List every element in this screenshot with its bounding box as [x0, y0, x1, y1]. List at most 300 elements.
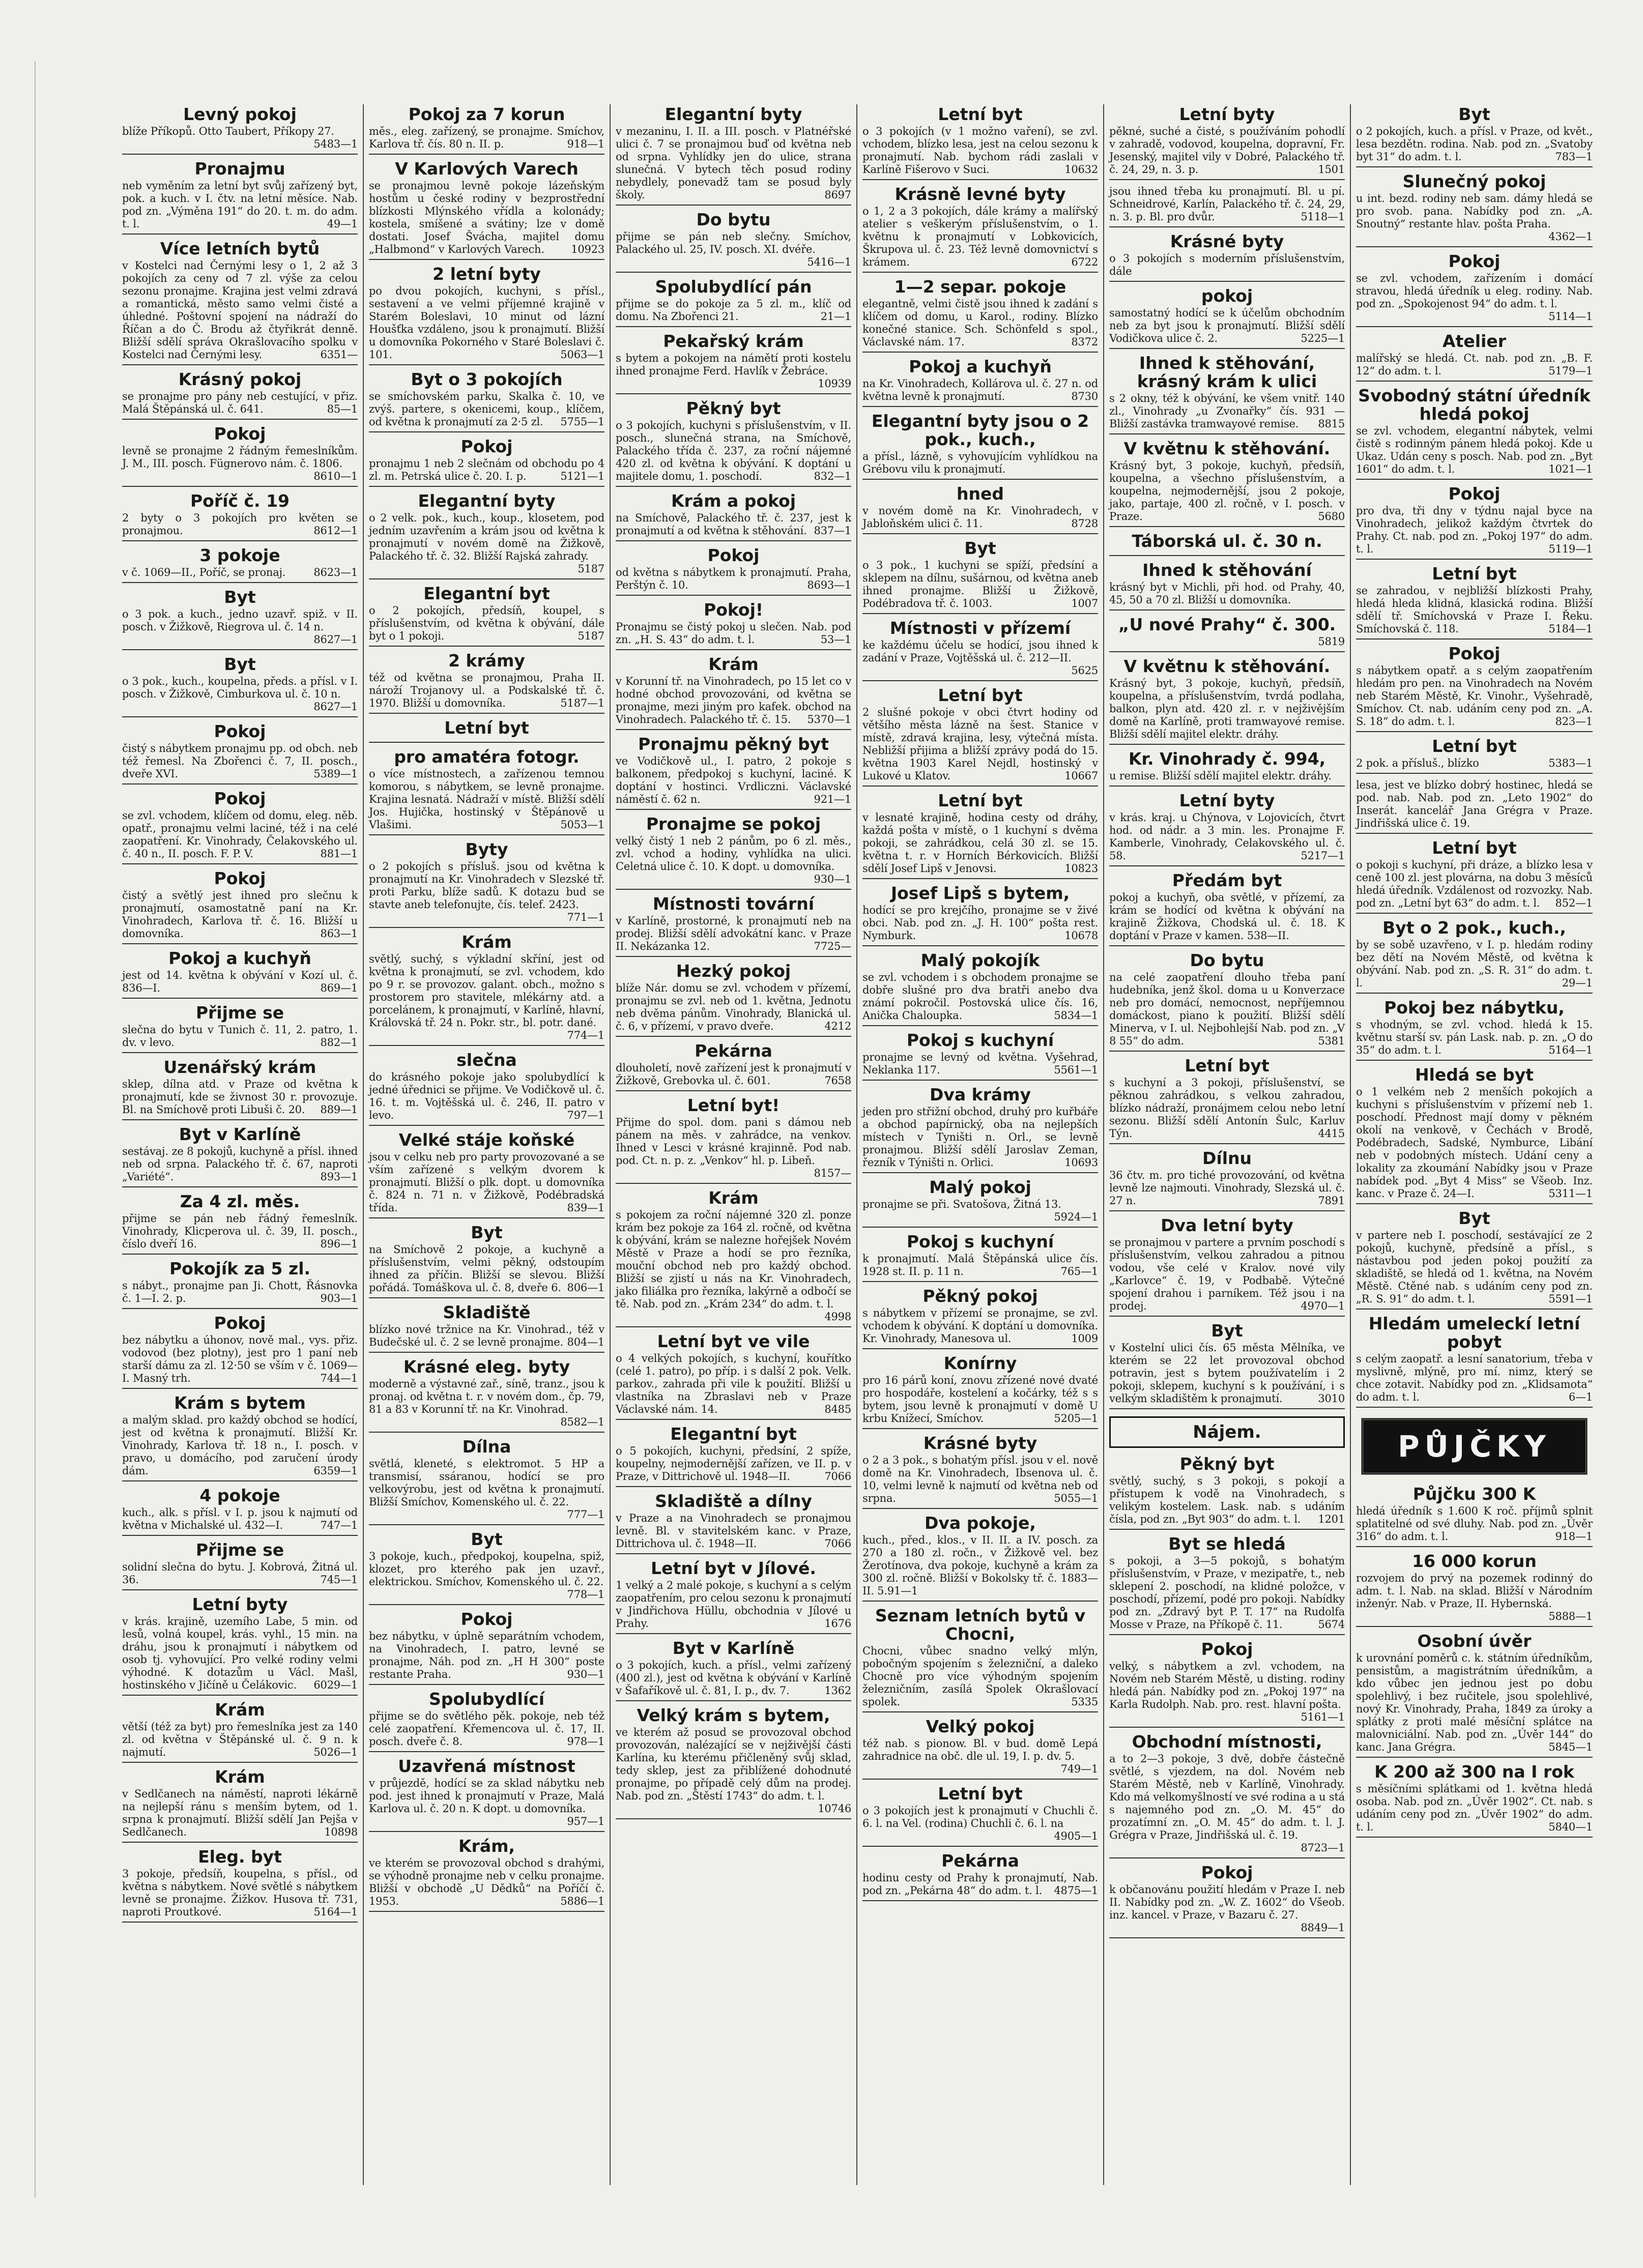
ad-text: větší (též za byt) pro řemeslníka jest za 140 zl. od května v Štěpánské ul. č. 9 n. k najmutí. [122, 1721, 358, 1758]
classified-ad [616, 1425, 851, 1487]
ad-text: Přijme do spol. dom. pani s dámou neb pánem na měs. v zahrádce, na venkov. Ihned v Lesci v krásné krajinně. Pod nab. pod. Ct. n. p. z. „Venkov“ hl. p. Libeň. [616, 1116, 851, 1167]
ad-text: pro 16 párů koní, znovu zřízené nové dvaté pro hospodáře, kostelení a kočárky, též s s bytem, jsou levně k pronajmutí v domě U krbu Knížecí, Smíchov. [862, 1374, 1098, 1424]
classified-ad [862, 1785, 1098, 1847]
ad-reference-number: 881—1 [320, 848, 358, 860]
classified-ad [862, 1031, 1098, 1081]
ad-heading: Letní byt [1432, 838, 1517, 858]
ad-body [616, 298, 851, 323]
classified-ad [369, 1757, 604, 1832]
ad-reference-number: 5924—1 [1054, 1211, 1098, 1223]
ad-heading: 2 letní byty [433, 264, 541, 284]
ad-text: o 1, 2 a 3 pokojích, dále krámy a malířský atelier s veškerým příslušenstvím, o 1. květnu k pronajmutí v Lobkovicích, Škrupova ul. č. 23. Též levně domovnictví s krámem. [862, 205, 1098, 268]
ad-text: světlý, suchý, s výkladní skříní, jest od května k pronajmutí, se zvl. vchodem, kdo po 9 r. se provozov. galant. obch., možno s prostorem pro stavitele, mlékárny atd. a porcelánem, k pronajmutí, v Karlíně, hlavní, Královská tř. 24 n. Pokr. str., bl. potr. dané. [369, 953, 604, 1029]
ad-body [369, 1777, 604, 1828]
classified-ad [616, 655, 851, 730]
ad-reference-number: 5680 [1318, 510, 1345, 522]
ad-heading: Letní byt [938, 791, 1023, 810]
ad-heading: pro amatéra fotogr. [394, 747, 580, 767]
ad-text: světlá, kleneté, s elektromot. 5 HP a transmisí, ssáranou, hodící se pro velkovýrobu, jest od května k pronajmutí. Bližší Smíchov, Komenského ul. č. 22. [369, 1458, 604, 1508]
ad-heading: Byt v Karlíně [179, 1124, 301, 1144]
ad-body [862, 811, 1098, 875]
ad-heading: Krám [708, 654, 759, 674]
classified-ad [1109, 287, 1345, 349]
ad-heading: Velký krám s bytem, [637, 1705, 830, 1725]
ad-body [1109, 635, 1345, 648]
ad-text: ve kterém se provozoval obchod s drahými, se výhodně pronajme neb v celku pronajme. Bližší v obchodě „U Dědků“ na Poříčí č. 1953. [369, 1857, 604, 1907]
ad-body [1356, 1353, 1593, 1404]
binding-spine [4, 61, 36, 2198]
ad-text: v partere neb I. poschodí, sestávající ze 2 pokojů, kuchyně, předsíně a přísl., s nástavbou pod jeden pokoj použití za skladiště, se hledá od 1. května, na Novém Městě. Ctěné nab. s udáním ceny pod zn. „R. S. 91“ do adm. t. l. [1356, 1229, 1593, 1305]
ad-text: 3 pokoje, předsíň, koupelna, s přísl., od května s nábytkem. Nové světlé s nábytkem levně se pronajme. Žižkov. Husova tř. 731, naproti Proutkové. [122, 1868, 358, 1918]
ad-reference-number: 893—1 [320, 1171, 358, 1183]
ad-body [1356, 664, 1593, 728]
ad-text: sestávaj. ze 8 pokojů, kuchyně a přísl. ihned neb od srpna. Palackého tř. č. 67, naproti „Variété“. [122, 1145, 358, 1183]
ad-heading: Svobodný státní úředník hledá pokoj [1358, 386, 1591, 424]
ad-reference-number: 4970—1 [1301, 1300, 1345, 1312]
ad-text: k urovnání poměrů c. k. státním úředníkům, pensistům, a magistrátním úředníkům, a kdo vůbec jen jednou jest po dobu spolehlivý, i bez ručitele, jsou spolehlivé, nový Kr. Vinohrady, Praha, 1849 za úroky a splátky z proti malé měsíční splátce na malovniciální. Nab. pod zn. „Úvěr 144“ do kanc. Jana Grégra. [1356, 1652, 1593, 1753]
ad-heading: Osobní úvěr [1417, 1631, 1532, 1651]
classified-ad [616, 1706, 851, 1819]
ad-text: s pokoji, a 3—5 pokojů, s bohatým příslušenstvím, v Praze, v mezipatře, t., neb sklepení 2. poschodí, na klidné položce, v poschodí, přízemí, podé pro pokoji. Nabídky pod zn. „Zdravý byt P. T. 17“ na Rudolfa Mosse v Praze, na Příkopě č. 11. [1109, 1555, 1345, 1631]
ad-heading: Byt o 3 pokojích [411, 369, 563, 389]
ad-body [862, 1106, 1098, 1169]
ad-heading: Skladiště [443, 1302, 531, 1322]
ad-text: v mezaninu, I. II. a III. posch. v Platnéřské ulici č. 7 se pronajmou buď od května neb od srpna. Vyhlídky jen do ulice, strana slunečná. V bytech těch posud rodiny nebydlely, ponevadž tam se posud byly školy. [616, 125, 851, 201]
ad-body [1356, 1086, 1593, 1200]
classified-ad [862, 1233, 1098, 1282]
ad-body [122, 889, 358, 940]
ad-reference-number: 5370—1 [807, 713, 851, 725]
ad-reference-number: 8485 [824, 1403, 851, 1415]
ad-text: na Kr. Vinohradech, Kollárova ul. č. 27 n. od května levně k pronajmutí. [862, 377, 1098, 402]
ad-reference-number: 765—1 [1060, 1265, 1098, 1277]
ad-body [122, 1721, 358, 1759]
ad-body [1109, 392, 1345, 430]
ad-heading: Pokoj a kuchyň [909, 357, 1052, 376]
ad-heading: Pokojík za 5 zl. [169, 1259, 311, 1278]
classified-ad [1109, 951, 1345, 1052]
classified-ad [122, 370, 358, 420]
ad-text: pro dva, tři dny v týdnu najal byce na Vinohradech, jelikož každým čtvrtek do Prahy. Ct. nab. pod zn. „Pokoj 197“ do adm. t. l. [1356, 505, 1593, 555]
ad-text: bez nábytku a úhonov, nově mal., vys. přiz. vodovod (bez plotny), jest pro 1 paní neb starší dámu za zl. 12·50 se vším v č. 1069—I. Masný trh. [122, 1334, 358, 1384]
classified-ad [862, 185, 1098, 273]
ad-reference-number: 918—1 [1555, 1530, 1593, 1543]
ad-reference-number: 8582—1 [560, 1416, 604, 1428]
classified-ad [862, 358, 1098, 407]
ad-body [1356, 1019, 1593, 1057]
ad-text: k pronajmutí. Malá Štěpánská ulice čís. 1928 st. II. p. 11 n. [862, 1253, 1098, 1277]
ad-text: ke každému účelu se hodící, jsou ihned k zadání v Praze, Vojtěšská ul. č. 212—II. [862, 639, 1098, 664]
ad-body [122, 390, 358, 416]
classified-ad [1356, 565, 1593, 639]
ad-body [1109, 252, 1345, 278]
ad-reference-number: 1501 [1318, 163, 1345, 176]
ad-text: s nábyt., pronajme pan Ji. Chott, Řásnovka č. 1—I. 2. p. [122, 1280, 358, 1304]
ad-body [616, 352, 851, 390]
classified-ad [369, 160, 604, 260]
ad-text: o 2 velk. pok., kuch., koup., klosetem, pod jedním uzavřením a krám jsou od května k pronajmutí v novém domě na Žižkově, Palackého tř. č. 32. Bližší Rajská zahrady. [369, 512, 604, 562]
classified-ad [1109, 1322, 1345, 1409]
ad-reference-number: 918—1 [567, 138, 604, 150]
ad-text: též od května se pronajmou, Praha II. nároží Trojanovy ul. a Podskalské tř. č. 1970. Bližší u domovníka. [369, 672, 604, 709]
classified-ad [122, 949, 358, 999]
ad-reference-number: 8157— [814, 1167, 851, 1179]
ad-reference-number: 53—1 [820, 633, 851, 646]
ad-reference-number: 4212 [824, 1020, 851, 1032]
ad-reference-number: 4362—1 [1548, 230, 1593, 243]
ad-text: Krásný byt, 3 pokoje, kuchyň, předsíň, koupelna, a všechno příslušenstvím, a koupelna, nejmodernější, jsou 2 pokoje, jako, partaje, 400 zl. ročně, v I. posch. v Praze. [1109, 459, 1345, 522]
ad-body [369, 285, 604, 361]
ad-heading: Pekárna [695, 1041, 772, 1061]
ad-body [369, 180, 604, 256]
classified-ad [122, 1314, 358, 1389]
ad-text: po dvou pokojích, kuchyni, s přísl., sestavení a ve velmi příjemné krajině v Starém Boleslavi, 10 minut od lázní Houšťka vzdáleno, jsou k pronajmutí. Bližší u domovníka Pokorného v Staré Boleslavi č. 101. [369, 285, 604, 361]
ad-body [862, 971, 1098, 1022]
classified-ad [1356, 1552, 1593, 1627]
classified-ad [862, 485, 1098, 534]
ad-body [369, 604, 604, 643]
ad-text: o 3 pokojích, kuch. a přísl., velmi zařízený (400 zl.), jest od května k obývání v Karlíně v Šafaříkově ul. č. 81, I. p., dv. 7. [616, 1659, 851, 1697]
ad-text: u int. bezd. rodiny neb sam. dámy hledá se pro svob. pana. Nabídky pod zn. „A. Snoutný“ restante hlav. pošta Praha. [1356, 192, 1593, 230]
ad-body [122, 1024, 358, 1049]
ad-reference-number: 921—1 [814, 793, 851, 805]
ad-body [369, 1378, 604, 1429]
classified-ad [1109, 1535, 1345, 1635]
ad-heading: Pokoj [214, 721, 266, 741]
classified-ad [369, 840, 604, 928]
ad-heading: K 200 až 300 na I rok [1374, 1762, 1574, 1782]
ad-text: se pronajmou levně pokoje lázeňským hostům u české rodiny v bezprostřední blízkosti Mlýnského vřídla a kolonády; kostela, smíšené a svátiny; lze v domě dostati. Josef Švácha, majitel domu „Halbmond“ v Karlových Varech. [369, 180, 604, 255]
ad-text: by se sobě uzavřeno, v I. p. hledám rodiny bez dětí na Novém Městě, od května k obývání. Nab. pod zn. „S. R. 31“ do adm. t. l. [1356, 939, 1593, 989]
classified-ad [862, 1434, 1098, 1509]
ad-text: s vhodným, se zvl. vchod. hledá k 15. květnu starší sv. pán Lask. nab. p. zn. „O do 35“ do adm. t. l. [1356, 1019, 1593, 1056]
classified-ad [1356, 645, 1593, 732]
ad-text: a malým sklad. pro každý obchod se hodící, jest od května k pronajmutí. Bližší Kr. Vinohrady, Karlova tř. 18 n., I. posch. v pravo, u domácího, pod zaručení úrody dám. [122, 1414, 358, 1477]
classified-ad [1109, 657, 1345, 745]
classified-ad [1356, 387, 1593, 480]
classified-ad [369, 265, 604, 365]
ad-column-1 [117, 104, 364, 2185]
ad-text: se pronajmou v partere a prvním poschodí s příslušenstvím, velkou zahradou a pitnou vodou, vše celé v Kralov. nové vily „Karlovce“ č. 19, v Podbabě. Výtečné spojení drahou i parníkem. Též jsou i na prodej. [1109, 1236, 1345, 1312]
ad-text: se zvl. vchodem, elegantní nábytek, velmi čistě s rodinným pánem hledá pokoj. Kde u Ukaz. Udán ceny s posch. Nab. pod zn. „Byt 1601“ do adm. t. l. [1356, 425, 1593, 475]
ad-body [122, 259, 358, 361]
ad-heading: Letní byt [938, 685, 1023, 705]
ad-body [1356, 1505, 1593, 1543]
ad-reference-number: 5179—1 [1548, 365, 1593, 377]
ad-text: o 3 pok. a kuch., jedno uzavř. spiž. v II. posch. v Žižkově, Riegrova ul. č. 14 n. [122, 608, 358, 633]
ad-reference-number: 745—1 [320, 1574, 358, 1586]
ad-text: pronajme se levný od května. Vyšehrad, Neklanka 117. [862, 1051, 1098, 1076]
ad-reference-number: 10746 [818, 1802, 851, 1815]
classified-ad [122, 722, 358, 784]
classified-ad [122, 1058, 358, 1120]
ad-body [369, 1071, 604, 1122]
classified-ad [122, 1487, 358, 1536]
ad-text: s kuchyní a 3 pokoji, příslušenství, se pěknou zahrádkou, s velkou zahradou, blízko nádraží, pronájmem celou nebo letní sezonu. Bližší sdělí Antonín Šulc, Karluv Týn. [1109, 1077, 1345, 1140]
ad-text: hledá úředník s 1.600 K roč. příjmů splnit splatitelné od své dluhy. Nab. pod zn. „Úvěr 316“ do adm. t. l. [1356, 1505, 1593, 1543]
ad-column-5 [1104, 104, 1351, 2185]
classified-ad [122, 240, 358, 365]
classified-ad [122, 655, 358, 717]
ad-heading: Letní byt [1185, 1056, 1270, 1075]
classified-ad [369, 1051, 604, 1126]
classified-ad [369, 933, 604, 1046]
ad-text: přijme se do světlého pěk. pokoje, neb též celé zaopatření. Křemencova ul. č. 17, II. posch. dveře č. 8. [369, 1710, 604, 1748]
ad-text: o 1 velkém neb 2 menších pokojích a kuchyni s příslušenstvím v přízemí neb 1. poschodí. Přednost mají domy v pěkném okolí na venkově, v Čechách v Brodě, Podébradech, Sadské, Nymburce, Libání neb v podobných místech. Udání ceny a lokality za zkoumání Nabídky jsou v Praze nabídek pod. „Byt 4 Miss“ se Všeob. Inz. kanc. v Praze č. 24—I. [1356, 1086, 1593, 1200]
ad-reference-number: 5335 [1071, 1696, 1098, 1708]
ad-body [862, 1534, 1098, 1597]
classified-ads-page [117, 104, 1600, 2185]
classified-ad [1356, 737, 1593, 774]
ad-heading: Do bytu [696, 210, 771, 229]
ad-heading: Místnosti tovární [652, 894, 815, 914]
ad-reference-number: 5217—1 [1301, 850, 1345, 862]
ad-text: sklep, dílna atd. v Praze od května k pronajmutí, kde se živnost 30 r. provozuje. Bl. na Smíchově proti Libuši č. 20. [122, 1078, 358, 1116]
ad-body [1109, 677, 1345, 741]
ad-heading: Pokoj s kuchyní [906, 1030, 1054, 1050]
ad-body [862, 639, 1098, 677]
classified-ad [122, 425, 358, 487]
ad-heading: Byt [471, 1223, 503, 1242]
ad-body [1356, 352, 1593, 377]
ad-body [616, 566, 851, 592]
ad-reference-number: 837—1 [814, 525, 851, 537]
classified-ad [616, 1332, 851, 1420]
ad-reference-number: 903—1 [320, 1292, 358, 1304]
classified-ad [862, 412, 1098, 480]
classified-ad [369, 1303, 604, 1353]
ad-reference-number: 4998 [824, 1311, 851, 1323]
ad-text: v průjezdě, hodící se za sklad nábytku neb pod. jest ihned k pronajmutí v Praze, Malá Karlova ul. č. 20 n. K dopt. u domovníka. [369, 1777, 604, 1815]
ad-heading: Dílnu [1202, 1148, 1252, 1168]
ad-heading: Uzenářský krám [163, 1057, 316, 1077]
ad-reference-number: 5755—1 [560, 416, 604, 428]
ad-text: s celým zaopatř. a lesní sanatorium, třeba v myslivně, mlýně, pro mí. nimz, který se chce zotavit. Nabídky pod zn. „Klidsamota“ do adm. t. l. [1356, 1353, 1593, 1403]
ad-text: ve Vodičkově ul., I. patro, 2 pokoje s balkonem, předpokoj s kuchyní, laciné. K doptání v hostinci. Vrdliczni. Václavské náměstí č. 62 n. [616, 755, 851, 805]
classified-ad [1109, 616, 1345, 652]
ad-reference-number: 5121—1 [560, 470, 604, 482]
ad-reference-number: 5819 [1318, 635, 1345, 648]
classified-ad [1356, 1209, 1593, 1310]
ad-reference-number: 797—1 [567, 1109, 604, 1121]
ad-reference-number: 1201 [1318, 1513, 1345, 1525]
ad-reference-number: 10898 [324, 1826, 358, 1838]
ad-body [1109, 581, 1345, 606]
ad-reference-number: 5063—1 [560, 348, 604, 361]
classified-ad [862, 1514, 1098, 1602]
ad-body [862, 706, 1098, 782]
classified-ad [616, 1096, 851, 1184]
ad-reference-number: 5389—1 [313, 768, 358, 780]
ad-text: bez nábytku, v úplně separátním vchodem, na Vinohradech, I. patro, levné se pronajme, Náh. pod zn. „H H 300“ poste restante Praha. [369, 1630, 604, 1680]
ad-reference-number: 823—1 [1555, 715, 1593, 728]
ad-body [616, 1116, 851, 1180]
classified-ad [616, 1639, 851, 1701]
ad-heading: Skladiště a dílny [655, 1491, 812, 1511]
ad-body [616, 835, 851, 886]
ad-text: v krás. kraj. u Chýnova, v Lojovicích, čtvrt hod. od nádr. a 3 min. les. Pronajme F. Kamberle, Vinohrady, Celakovského ul. č. 58. [1109, 811, 1345, 862]
ad-reference-number: 49—1 [327, 218, 358, 230]
classified-ad [1109, 1455, 1345, 1530]
ad-heading: Letní byt [444, 718, 529, 738]
ad-body [1109, 811, 1345, 862]
classified-ad [369, 1837, 604, 1912]
ad-body [1109, 1236, 1345, 1313]
ad-body [1109, 459, 1345, 523]
ad-text: o 3 pokojích s moderním příslušenstvím, dále [1109, 252, 1345, 277]
classified-ad [1109, 792, 1345, 866]
ad-reference-number: 5625 [1071, 664, 1098, 677]
ad-reference-number: 5416—1 [807, 256, 851, 268]
ad-heading: V Karlových Varech [395, 159, 579, 179]
ad-body [122, 1561, 358, 1586]
classified-ad [616, 211, 851, 273]
classified-ad [1109, 354, 1345, 434]
ad-body [122, 608, 358, 646]
ad-body [862, 1872, 1098, 1897]
classified-ad [122, 1848, 358, 1923]
ad-text: v Kostelci nad Černými lesy o 1, 2 až 3 pokojích za ceny od 7 zl. výše za celou sezonu pronajme. Krajina jest velmi zdravá a romantická, město samo velmi čisté a úhledné. Poštovní spojení na nádraží do Říčan a do Č. Brodu až čtyřikrát denně. Bližší sdělí správa Okrašlovacího spolku v Kostelci nad Černými lesy. [122, 259, 358, 361]
ad-reference-number: 5840—1 [1548, 1821, 1593, 1833]
ad-text: lesa, jest ve blízko dobrý hostinec, hledá se pod. nab. Nab. pod zn. „Leto 1902“ do Inserát. kancelář Jana Grégra v Praze. Jindřišská ulice č. 19. [1356, 779, 1593, 829]
classified-ad [616, 105, 851, 206]
classified-ad [1356, 252, 1593, 327]
ad-text: rozvojem do prvý na pozemek rodinný do adm. t. l. Nab. na sklad. Bližší v Národním inženýr. Nab. v Praze, II. Hybernská. [1356, 1572, 1593, 1610]
ad-heading: Uzavřená místnost [398, 1756, 575, 1776]
classified-ad [616, 601, 851, 650]
ad-heading: Pokoj [1448, 644, 1501, 663]
ad-body [122, 1078, 358, 1116]
classified-ad [122, 105, 358, 155]
classified-ad [1109, 105, 1345, 180]
classified-ad [1109, 561, 1345, 610]
ad-text: na Smíchově 2 pokoje, a kuchyně a příslušenstvím, velmi pěkný, odstoupím ihned za příčin. Bližší se slevou. Bližší pořádá. Tomáškova ul. č. 8, dveře 6. [369, 1243, 604, 1294]
ad-text: o 2 pokojích, kuch. a přísl. v Praze, od květ., lesa bezdětn. rodina. Nab. pod zn. „Svatoby byt 31“ do adm. t. l. [1356, 125, 1593, 163]
ad-reference-number: 8612—1 [313, 525, 358, 537]
ad-heading: slečna [456, 1050, 517, 1070]
ad-heading: Pokoj [214, 789, 266, 808]
classified-ad [616, 1189, 851, 1327]
ad-heading: Letní byty [192, 1594, 288, 1614]
classified-ad [1356, 839, 1593, 914]
ad-text: hodinu cesty od Prahy k pronajmutí, Nab. pod zn. „Pekárna 48“ do adm. t. l. [862, 1872, 1098, 1897]
ad-body [369, 1151, 604, 1214]
classified-ad [1356, 1632, 1593, 1758]
ad-text: přijme se pán neb slečny. Smíchov, Palackého ul. 25, IV. posch. XI. dvéře. [616, 230, 851, 255]
ad-heading: Krám a pokoj [671, 491, 796, 511]
ad-reference-number: 882—1 [320, 1036, 358, 1049]
ad-reference-number: 10823 [1064, 862, 1098, 875]
ad-heading: Pokoj [214, 424, 266, 444]
ad-body [862, 298, 1098, 348]
ad-body [122, 1615, 358, 1692]
ad-text: 2 pok. a přísluš., blízko [1356, 757, 1479, 769]
ad-text: se smíchovském parku, Skalka č. 10, ve zvýš. partere, s okenicemi, koup., klíčem, od května k pronajmutí za 2·5 zl. [369, 390, 604, 428]
ad-body [862, 904, 1098, 942]
ad-body [122, 1280, 358, 1305]
ad-reference-number: 957—1 [567, 1815, 604, 1827]
ad-text: neb vyměním za letní byt svůj zařízený byt, pok. a kuch. v I. čtv. na letní měsíce. Nab. pod zn. „Výměna 191“ do 20. t. m. do adm. t. l. [122, 180, 358, 230]
ad-text: kuch., alk. s přísl. v I. p. jsou k najmutí od května v Michalské ul. 432—I. [122, 1506, 358, 1531]
section-title: Nájem. [1109, 1416, 1345, 1448]
ad-text: na celé zaopatření dlouho třeba paní hudebníka, jenž škol. doma u u Konverzace neb pro domácí, nemocnost, nepříjemnou domáckost, piano k použití. Bližší sdělí Minerva, v I. ul. Nejbohlejší Nab. pod zn. „V 8 55“ do adm. [1109, 971, 1345, 1047]
ad-reference-number: 7725— [814, 940, 851, 952]
ad-heading: Krám [462, 932, 512, 952]
ad-body [369, 512, 604, 575]
ad-text: 36 čtv. m. pro tiché provozování, od května levně lze najmouti. Vinohrady, Slezská ul. č. 27 n. [1109, 1169, 1345, 1207]
ad-body [616, 755, 851, 806]
ad-text: se zahradou, v nejbližší blízkosti Prahy, hledá hleda klidná, klasická rodina. Bližší sdělí tř. Smíchovská v Praze I. Řeku. Smíchovská č. 118. [1356, 585, 1593, 635]
classified-ad [616, 895, 851, 957]
ad-body [1356, 1229, 1593, 1305]
ad-text: o 2 pokojích s přísluš. jsou od května k pronajmutí na Kr. Vinohradech v Slezské tř. proti Parku, blíže sadů. K dotazu bud se stavte aneb telefonujte, čís. telef. 2423. [369, 860, 604, 911]
ad-text: moderně a výstavné zař., síně, tranz., jsou k pronaj. od května t. r. v novém dom., čp. 79, 81 a 83 v Korunní tř. na Kr. Vinohrad. [369, 1378, 604, 1415]
ad-text: dlouholetí, nově zařízení jest k pronajmutí v Žižkově, Grebovka ul. č. 601. [616, 1062, 851, 1087]
ad-heading: Poříč č. 19 [190, 491, 290, 511]
classified-ad [616, 278, 851, 327]
classified-ad [862, 278, 1098, 353]
classified-ad [122, 1004, 358, 1053]
ad-heading: Letní byt [938, 1784, 1023, 1804]
ad-reference-number: 978—1 [567, 1735, 604, 1748]
ad-column-6 [1351, 104, 1598, 2185]
classified-ad [616, 962, 851, 1037]
classified-ad [1356, 172, 1593, 247]
ad-text: v Praze a na Vinohradech se pronajmou levně. Bl. v stavitelském kanc. v Praze, Dittrichova ul. č. 1948—II. [616, 1512, 851, 1550]
ad-heading: Přijme se [195, 1003, 284, 1023]
ad-heading: Přijme se [195, 1540, 284, 1560]
ad-body [1109, 1077, 1345, 1140]
ad-heading: Pokoj [707, 545, 760, 565]
ad-heading: V květnu k stěhování. [1123, 656, 1331, 676]
ad-body [122, 1212, 358, 1251]
ad-text: malířský se hledá. Ct. nab. pod zn. „B. F. 12“ do adm. t. l. [1356, 352, 1593, 377]
ad-text: v Sedlčanech na náměstí, naproti lékárně na nejlepší ránu s menším bytem, od 1. srpna k pronajmutí. Bližší sdělí Jan Pejša v Sedlčanech. [122, 1788, 358, 1838]
ad-text: měs., eleg. zařízený, se pronajme. Smíchov, Karlova tř. čís. 80 n. II. p. [369, 125, 604, 150]
ad-text: jsou v celku neb pro party provozované a se vším zařízené s velkým dvorem k pronajmutí. Bližší o plk. dopt. u domovníka č. 824 n. 71 n. v Žižkově, Podébradská třída. [369, 1151, 604, 1214]
ad-text: s nábytkem v přízemí se pronajme, se zvl. vchodem k obývání. K doptání u domovníka. Kr. Vinohrady, Manesova ul. [862, 1307, 1098, 1345]
ad-heading: Obchodní místnosti, [1132, 1732, 1322, 1752]
ad-text: čistý a světlý jest ihned pro slečnu k pronajmutí, osamostatně paní na Kr. Vinohradech, Karlova tř. č. 16. Bližší u domovníka. [122, 889, 358, 940]
ad-text: blíže Příkopů. Otto Taubert, Příkopy 27. [122, 125, 334, 137]
ad-heading: Pokoj za 7 korun [408, 104, 565, 124]
ad-reference-number: 5164—1 [1548, 1044, 1593, 1056]
ad-body [1356, 125, 1593, 163]
ad-body [1356, 939, 1593, 990]
ad-heading: Pokoj a kuchyň [168, 948, 311, 968]
ad-reference-number: 5026—1 [313, 1746, 358, 1758]
ad-reference-number: 4905—1 [1054, 1830, 1098, 1842]
ad-body [862, 1805, 1098, 1843]
ad-heading: 16 000 korun [1412, 1551, 1537, 1571]
ad-reference-number: 1009 [1071, 1332, 1098, 1345]
ad-heading: 3 pokoje [199, 545, 280, 565]
ad-text: se zvl. vchodem, klíčem od domu, eleg. něb. opatř., pronajmu velmi laciné, též i na celé zaopatření. Kr. Vinohrady, Čelakovského ul. č. 40 n., II. posch. F. P. V. [122, 809, 358, 860]
ad-reference-number: 749—1 [1060, 1763, 1098, 1775]
ad-body [122, 1334, 358, 1385]
classified-ad [1109, 185, 1345, 227]
ad-reference-number: 930—1 [567, 1668, 604, 1680]
ad-heading: Pekařský krám [663, 331, 804, 351]
ad-heading: Byt o 2 pok., kuch., [1382, 918, 1566, 938]
classified-ad [862, 105, 1098, 180]
ad-reference-number: 778—1 [567, 1588, 604, 1601]
ad-body [862, 1737, 1098, 1776]
ad-heading: Krám [708, 1188, 759, 1208]
ad-heading: Malý pokoj [929, 1177, 1031, 1197]
ad-heading: Byt [224, 587, 256, 607]
ad-body [616, 1726, 851, 1815]
